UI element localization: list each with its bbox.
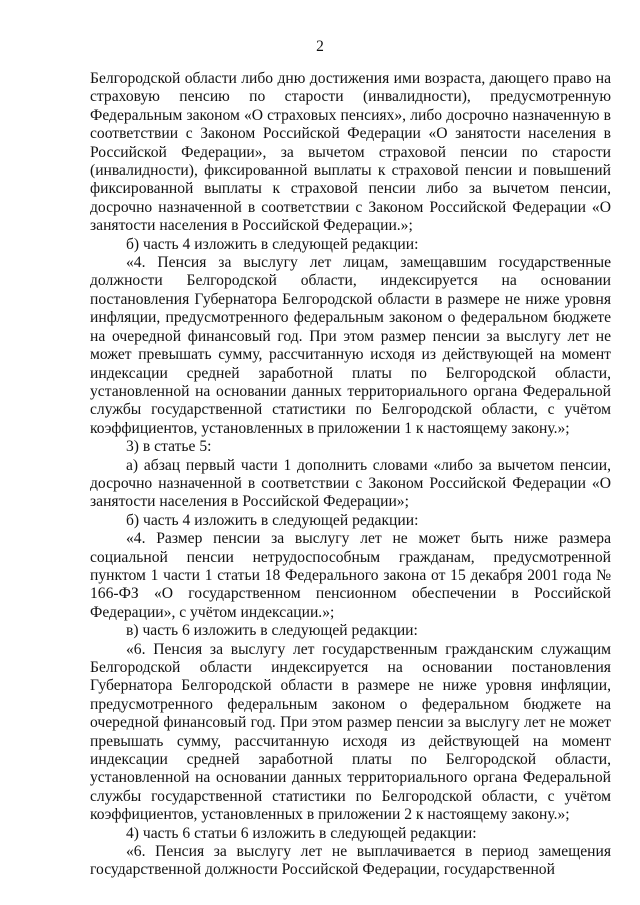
paragraph-item-v-part-6: в) часть 6 изложить в следующей редакции: [126,622,418,640]
paragraph-item-b-part-4-second: б) часть 4 изложить в следующей редакции: [126,511,419,529]
paragraph-part-6-article-6-text: «6. Пенсия за выслугу лет не выплачивается в период замещения государственной должности Российской Федерации, государственной [90,843,611,879]
document-body [90,70,611,880]
paragraph-item-a-part-1: а) абзац первый части 1 дополнить словами «либо за вычетом пенсии, досрочно назначенной в соответствии с Законом Российской Федерации «О занятости населения в Российской Федерации»; [90,456,611,511]
page-number: 2 [316,38,324,55]
paragraph-item-4-article-6: 4) часть 6 статьи 6 изложить в следующей редакции: [126,824,477,842]
paragraph-item-b-part-4: б) часть 4 изложить в следующей редакции: [126,235,419,253]
paragraph-part-4-text: «4. Пенсия за выслугу лет лицам, замещавшим государственные должности Белгородской области, индексируется на основании постановления Губернатора Белгородской области в размере не ниже уровня инфляции, предусмотренного федеральным законом о федеральном бюджете на очередной финансовый год. При этом размер пенсии за выслугу лет не может превышать сумму, рассчитанную исходя из действующей на момент индексации средней заработной платы по Белгородской области, установленной на основании данных территориального органа Федеральной службы государственной статистики по Белгородской области, с учётом коэффициентов, установленных в приложении 1 к настоящему закону.»; [90,254,611,437]
paragraph-continuation: Белгородской области либо дню достижения ими возраста, дающего право на страховую пенсию по старости (инвалидности), предусмотренную Федеральным законом «О страховых пенсиях», либо досрочно назначенную в соответствии с Законом Российской Федерации «О занятости населения в Российской Федерации», за вычетом страховой пенсии по старости (инвалидности), фиксированной выплаты к страховой пенсии и повышений фиксированной выплаты к страховой пенсии либо за вычетом пенсии, досрочно назначенной в соответствии с Законом Российской Федерации «О занятости населения в Российской Федерации.»; [90,70,611,235]
paragraph-item-3-article-5: 3) в статье 5: [126,438,212,456]
paragraph-part-4-pension-size: «4. Размер пенсии за выслугу лет не может быть ниже размера социальной пенсии нетрудоспособным гражданам, предусмотренной пунктом 1 части 1 статьи 18 Федерального закона от 15 декабря 2001 года № 166-ФЗ «О государственном пенсионном обеспечении в Российской Федерации», с учётом индексации.»; [90,530,611,621]
paragraph-part-6-text: «6. Пенсия за выслугу лет государственным гражданским служащим Белгородской области индексируется на основании постановления Губернатора Белгородской области в размере не ниже уровня инфляции, предусмотренного федеральным законом о федеральном бюджете на очередной финансовый год. При этом размер пенсии за выслугу лет не может превышать сумму, рассчитанную исходя из действующей на момент индексации средней заработной платы по Белгородской области, установленной на основании данных территориального органа Федеральной службы государственной статистики по Белгородской области, с учётом коэффициентов, установленных в приложении 2 к настоящему закону.»; [90,640,611,824]
